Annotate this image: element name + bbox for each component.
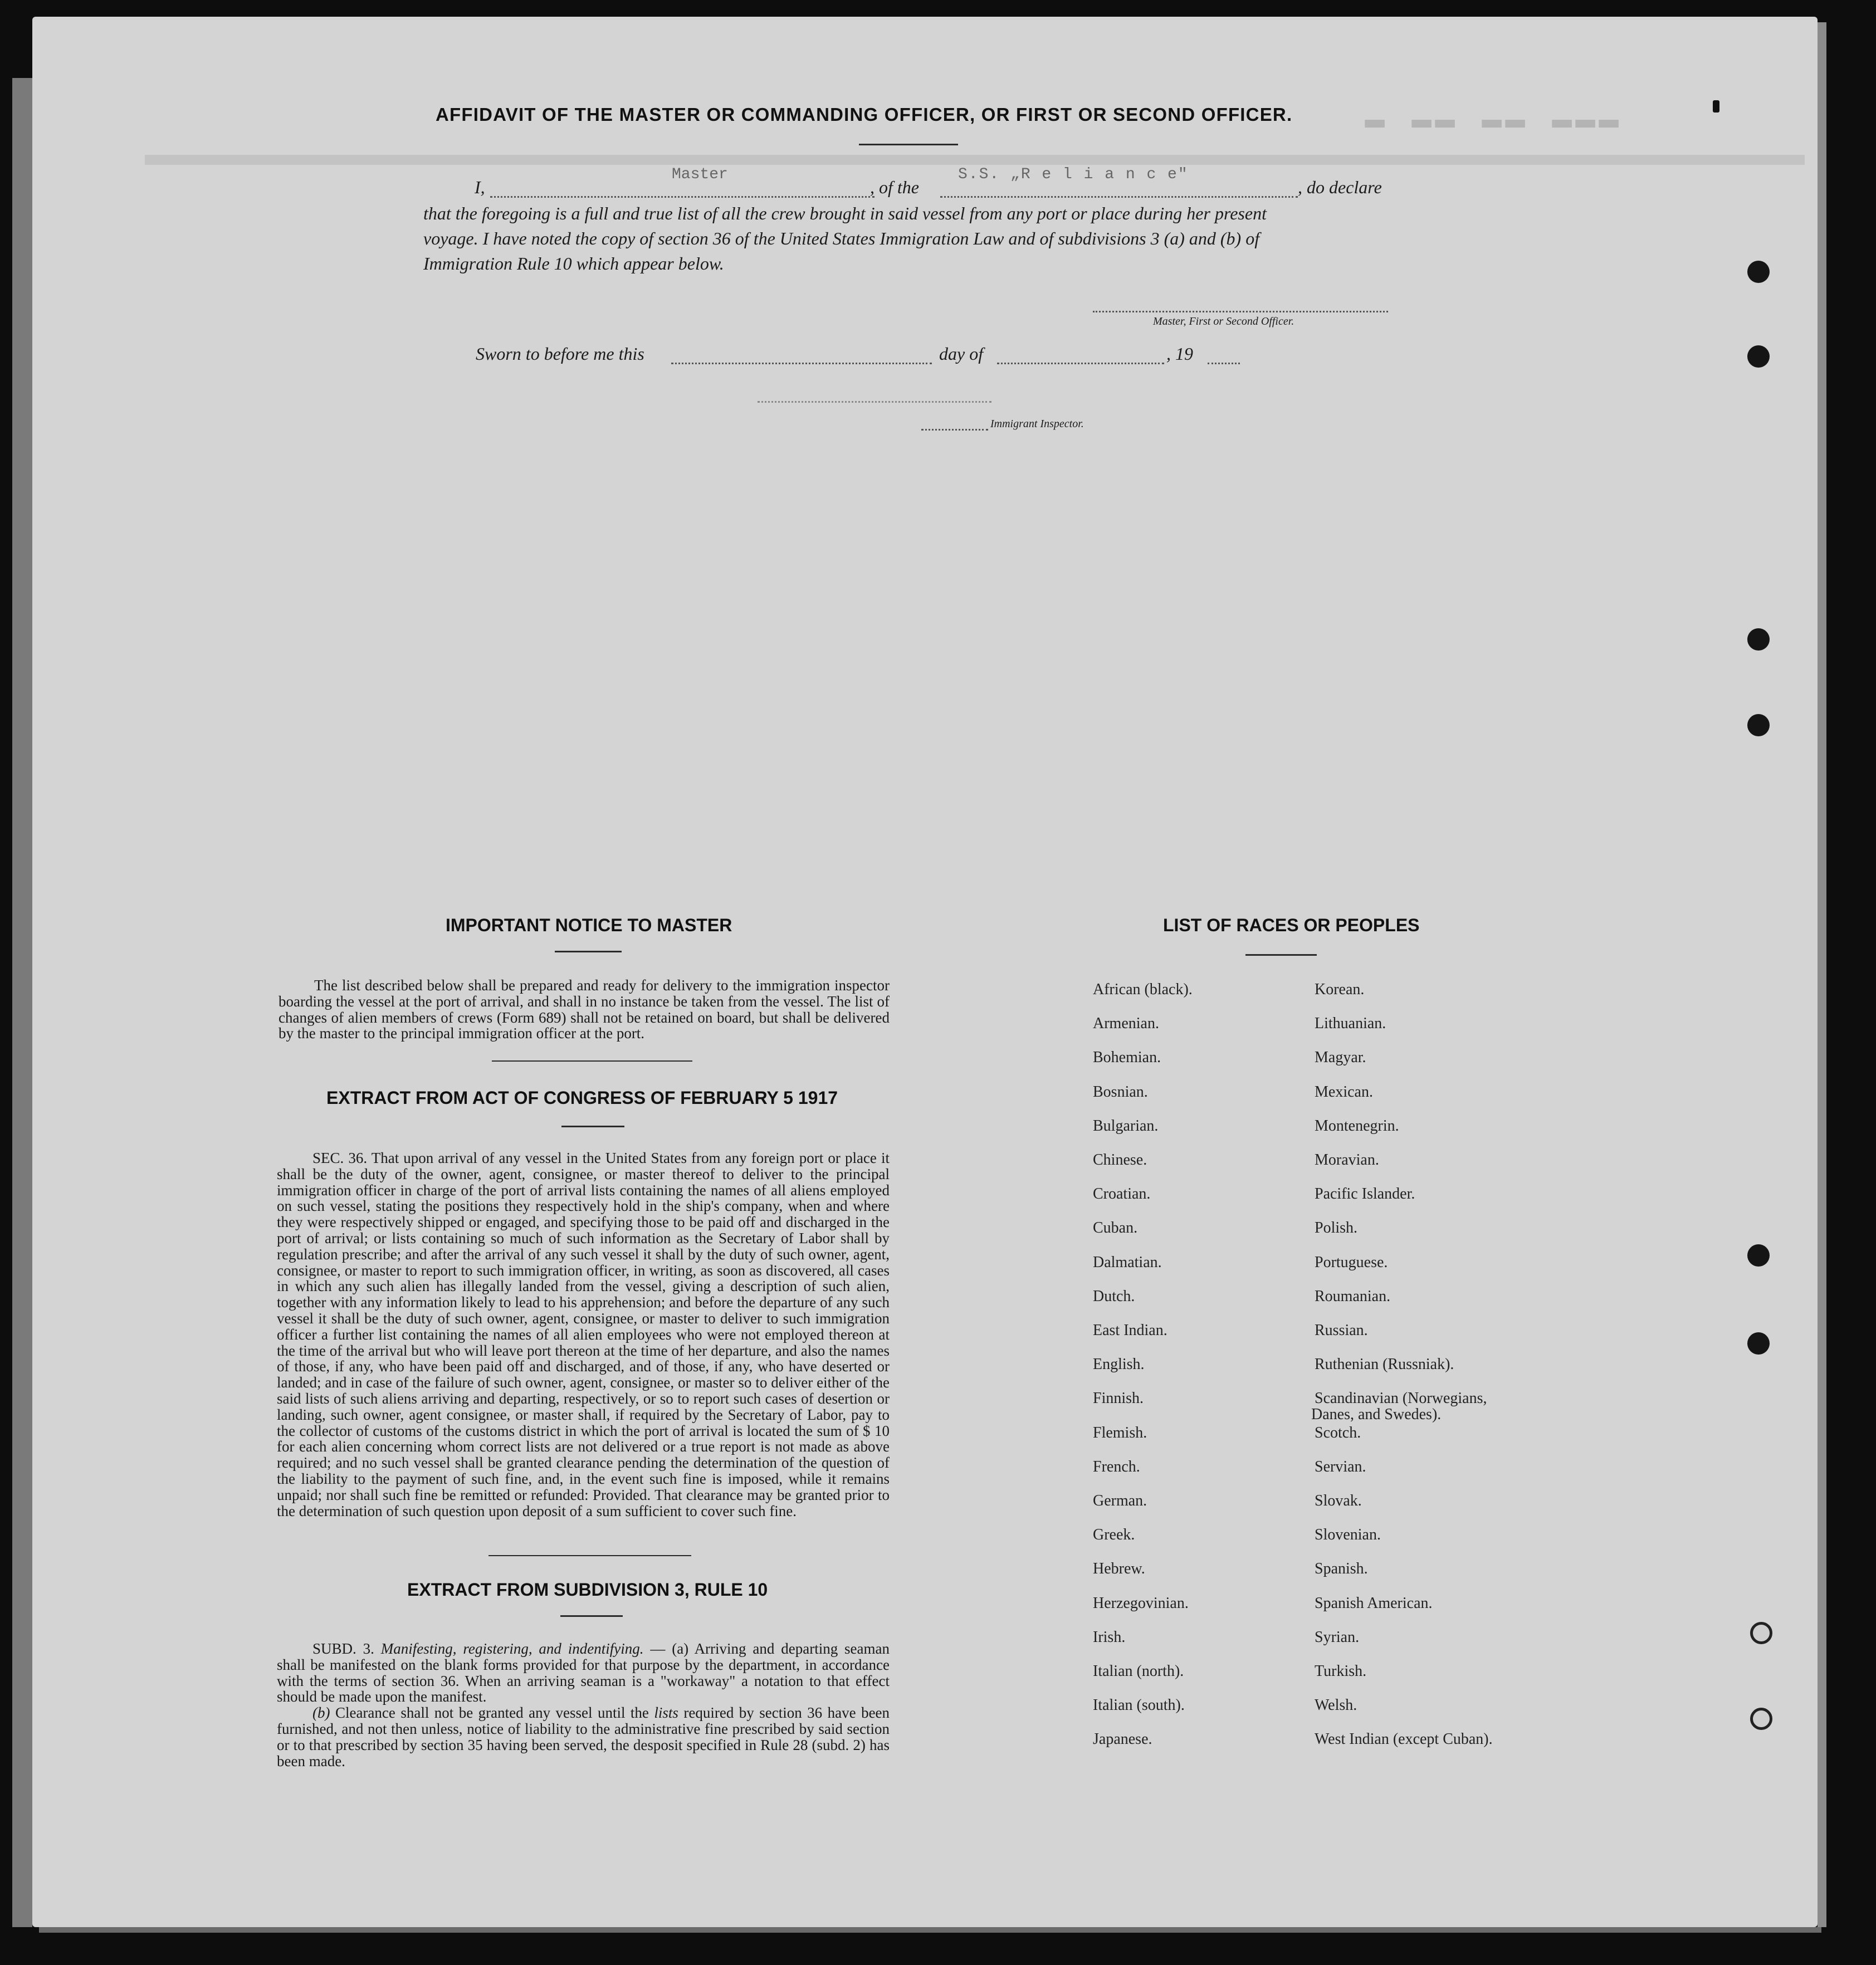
vessel-name-line	[940, 196, 1298, 198]
typed-master: Master	[672, 166, 728, 183]
race-item: Dutch.	[1093, 1287, 1135, 1305]
binding-hole-ring	[1750, 1708, 1772, 1730]
notice-title: IMPORTANT NOTICE TO MASTER	[446, 915, 732, 935]
affidavit-line-3: voyage. I have noted the copy of section 36 of the United States Immigration Law and of subdivisions 3 (a) and (b) of	[423, 228, 1260, 248]
race-item: East Indian.	[1093, 1322, 1167, 1339]
subd-heading: Manifesting, registering, and indentifying.	[380, 1640, 644, 1657]
divider	[1245, 954, 1317, 956]
race-item: Syrian.	[1315, 1628, 1360, 1646]
page-edge-bottom	[39, 1927, 1821, 1933]
master-name-line	[490, 196, 875, 198]
race-item: Magyar.	[1315, 1049, 1366, 1067]
affidavit-line-1	[0, 166, 1876, 199]
affidavit-of-the: , of the	[870, 177, 919, 197]
race-item: Scotch.	[1315, 1424, 1361, 1441]
subd-prefix: SUBD. 3.	[312, 1640, 374, 1657]
race-item: Mexican.	[1315, 1083, 1373, 1101]
act-text	[277, 1150, 890, 1519]
races-title: LIST OF RACES OR PEOPLES	[1163, 915, 1420, 935]
officer-label: Master, First or Second Officer.	[1153, 315, 1294, 328]
race-item: Welsh.	[1315, 1697, 1357, 1714]
inspector-signature-line	[758, 401, 991, 403]
race-item: Chinese.	[1093, 1151, 1147, 1169]
subd-b-lists: lists	[654, 1704, 678, 1722]
subd-b-paragraph	[277, 1705, 890, 1769]
race-item: English.	[1093, 1356, 1145, 1373]
ink-mark	[1713, 100, 1719, 113]
race-item: Croatian.	[1093, 1185, 1151, 1203]
subd-a-text: Arriving and departing seaman shall be manifested on the blank forms provided for that purpose by the department, in accordance with the terms of section 36. When an arriving seaman is a "workaway" a notation to that effect should be made upon the manifest.	[277, 1640, 890, 1705]
subd-a-mark: — (a)	[650, 1640, 689, 1657]
divider	[560, 1615, 623, 1617]
day-of-label: day of	[939, 344, 984, 364]
notice-paragraph: The list described below shall be prepared and ready for delivery to the immigration inspector boarding the vessel at the port of arrival, and shall in no instance be taken from the vessel. The list of changes of alien members of crews (Form 689) shall not be retained on board, but shall be delivered by the master to the principal immigration officer at the port.	[279, 977, 890, 1042]
affidavit-line-4: Immigration Rule 10 which appear below.	[423, 253, 724, 273]
race-item: Polish.	[1315, 1219, 1358, 1237]
race-item-continuation: Danes, and Swedes).	[1311, 1406, 1442, 1423]
divider	[488, 1555, 691, 1556]
binding-hole	[1747, 714, 1770, 736]
sworn-day-line	[671, 363, 932, 364]
subd-b-text-2: required by section 36 have been furnished, and not then unless, notice of liability to the administrative fine prescribed by said section or to that prescribed by section 35 having been served, the desposit specified in Rule 28 (subd. 2) has been made.	[277, 1704, 890, 1770]
race-item: Cuban.	[1093, 1219, 1138, 1237]
bleed-through-header: ▬ ▬▬ ▬▬ ▬▬▬	[1365, 101, 1623, 139]
race-item: Armenian.	[1093, 1015, 1159, 1033]
race-item: Portuguese.	[1315, 1253, 1388, 1271]
race-item: Herzegovinian.	[1093, 1594, 1189, 1612]
race-item: African (black).	[1093, 981, 1193, 998]
page-edge-right	[1818, 22, 1826, 1927]
inspector-name-line	[921, 429, 988, 431]
subd-a-paragraph	[277, 1641, 890, 1705]
race-item: Scandinavian (Norwegians,	[1315, 1390, 1487, 1407]
notice-text	[279, 977, 890, 1042]
year-prefix: , 19	[1166, 344, 1193, 364]
sworn-label: Sworn to before me this	[476, 344, 644, 364]
race-item: Bulgarian.	[1093, 1117, 1159, 1135]
affidavit-line-2: that the foregoing is a full and true list of all the crew brought in said vessel from any port or place during her present	[423, 203, 1267, 223]
race-item: Lithuanian.	[1315, 1015, 1386, 1033]
typed-vessel-name: S.S. „R e l i a n c e"	[958, 166, 1189, 183]
race-item: Korean.	[1315, 981, 1365, 998]
divider	[561, 1126, 624, 1127]
race-item: French.	[1093, 1458, 1140, 1475]
affidavit-title: AFFIDAVIT OF THE MASTER OR COMMANDING OFFICER, OR FIRST OR SECOND OFFICER.	[436, 104, 1293, 125]
race-item: Bohemian.	[1093, 1049, 1161, 1067]
inspector-label: Immigrant Inspector.	[990, 418, 1084, 430]
sworn-line	[0, 344, 1876, 366]
race-item: Finnish.	[1093, 1390, 1144, 1407]
officer-signature-line	[1093, 311, 1388, 312]
race-item: Spanish.	[1315, 1560, 1368, 1578]
divider	[859, 144, 958, 145]
act-title: EXTRACT FROM ACT OF CONGRESS OF FEBRUARY 5 1917	[326, 1088, 838, 1108]
divider	[555, 951, 622, 952]
race-item: Irish.	[1093, 1628, 1126, 1646]
binding-hole	[1747, 1332, 1770, 1355]
bleed-through-line	[145, 155, 1805, 165]
binding-hole	[1747, 1244, 1770, 1267]
race-item: Dalmatian.	[1093, 1253, 1162, 1271]
race-item: Spanish American.	[1315, 1594, 1433, 1612]
race-item: Slovenian.	[1315, 1526, 1381, 1544]
binding-hole	[1747, 261, 1770, 283]
race-item: Slovak.	[1315, 1492, 1362, 1509]
sworn-month-line	[997, 363, 1164, 364]
sworn-year-line	[1208, 363, 1240, 364]
race-item: Ruthenian (Russniak).	[1315, 1356, 1454, 1373]
race-item: Bosnian.	[1093, 1083, 1148, 1101]
race-item: Servian.	[1315, 1458, 1366, 1475]
affidavit-declare: , do declare	[1298, 177, 1382, 197]
race-item: Japanese.	[1093, 1731, 1152, 1748]
race-item: Flemish.	[1093, 1424, 1147, 1441]
act-paragraph: SEC. 36. That upon arrival of any vessel in the United States from any foreign port or place it shall be the duty of the owner, agent, consignee, or master thereof to deliver to the principal immigration officer in charge of the port of arrival lists containing the names of all aliens employed on such vessel, stating the positions they respectively hold in the ship's company, when and where they were respectively shipped or engaged, and specifying those to be paid off and discharged in the port of arrival; or lists containing so much of such information as the Secretary of Labor shall by regulation prescribe; and after the arrival of any such vessel it shall by the duty of such owner, agent, consignee, or master to report to such immigration officer, in writing, as soon as discovered, all cases in which any such alien has illegally landed from the vessel, giving a description of such alien, together with any information likely to lead to his apprehension; and before the departure of any such vessel it shall be the duty of such owner, agent, consignee, or master to deliver to such immigration officer a further list containing the names of all alien employees who were not employed thereon at the time of the arrival but who will leave port thereon at the time of her departure, and also the names of those, if any, who have been paid off and discharged, and of those, if any, who have deserted or landed; and in case of the failure of such owner, agent, consignee, or master so to deliver either of the said lists of such aliens arriving and departing, respectively, or so to report such cases of desertion or landing, such owner, agent consignee, or master shall, if required by the Secretary of Labor, pay to the collector of customs of the customs district in which the port of arrival is located the sum of $ 10 for each alien concerning whom correct lists are not delivered or a true report is not made as above required; and no such vessel shall be granted clearance pending the determination of the question of the liability to the payment of such fine, and, in the event such fine is imposed, while it remains unpaid; nor shall such fine be remitted or refunded: Provided. That clearance may be granted prior to the determination of such question upon deposit of a sum sufficient to cover such fine.	[277, 1150, 890, 1519]
race-item: Moravian.	[1315, 1151, 1379, 1169]
affidavit-i: I,	[475, 177, 485, 197]
rule-title: EXTRACT FROM SUBDIVISION 3, RULE 10	[407, 1580, 768, 1600]
divider	[492, 1060, 692, 1062]
race-item: West Indian (except Cuban).	[1315, 1731, 1493, 1748]
race-item: Italian (north).	[1093, 1663, 1184, 1680]
binding-hole-ring	[1750, 1622, 1772, 1644]
subd-b-mark: (b)	[312, 1704, 330, 1722]
race-item: Turkish.	[1315, 1663, 1367, 1680]
race-item: German.	[1093, 1492, 1147, 1509]
race-item: Italian (south).	[1093, 1697, 1185, 1714]
rule-text	[277, 1641, 890, 1769]
race-item: Hebrew.	[1093, 1560, 1145, 1578]
race-item: Greek.	[1093, 1526, 1135, 1544]
race-item: Russian.	[1315, 1322, 1368, 1339]
binding-hole	[1747, 628, 1770, 651]
race-item: Roumanian.	[1315, 1287, 1391, 1305]
race-item: Pacific Islander.	[1315, 1185, 1415, 1203]
race-item: Montenegrin.	[1315, 1117, 1399, 1135]
subd-b-text-1: Clearance shall not be granted any vessel until the	[335, 1704, 649, 1722]
